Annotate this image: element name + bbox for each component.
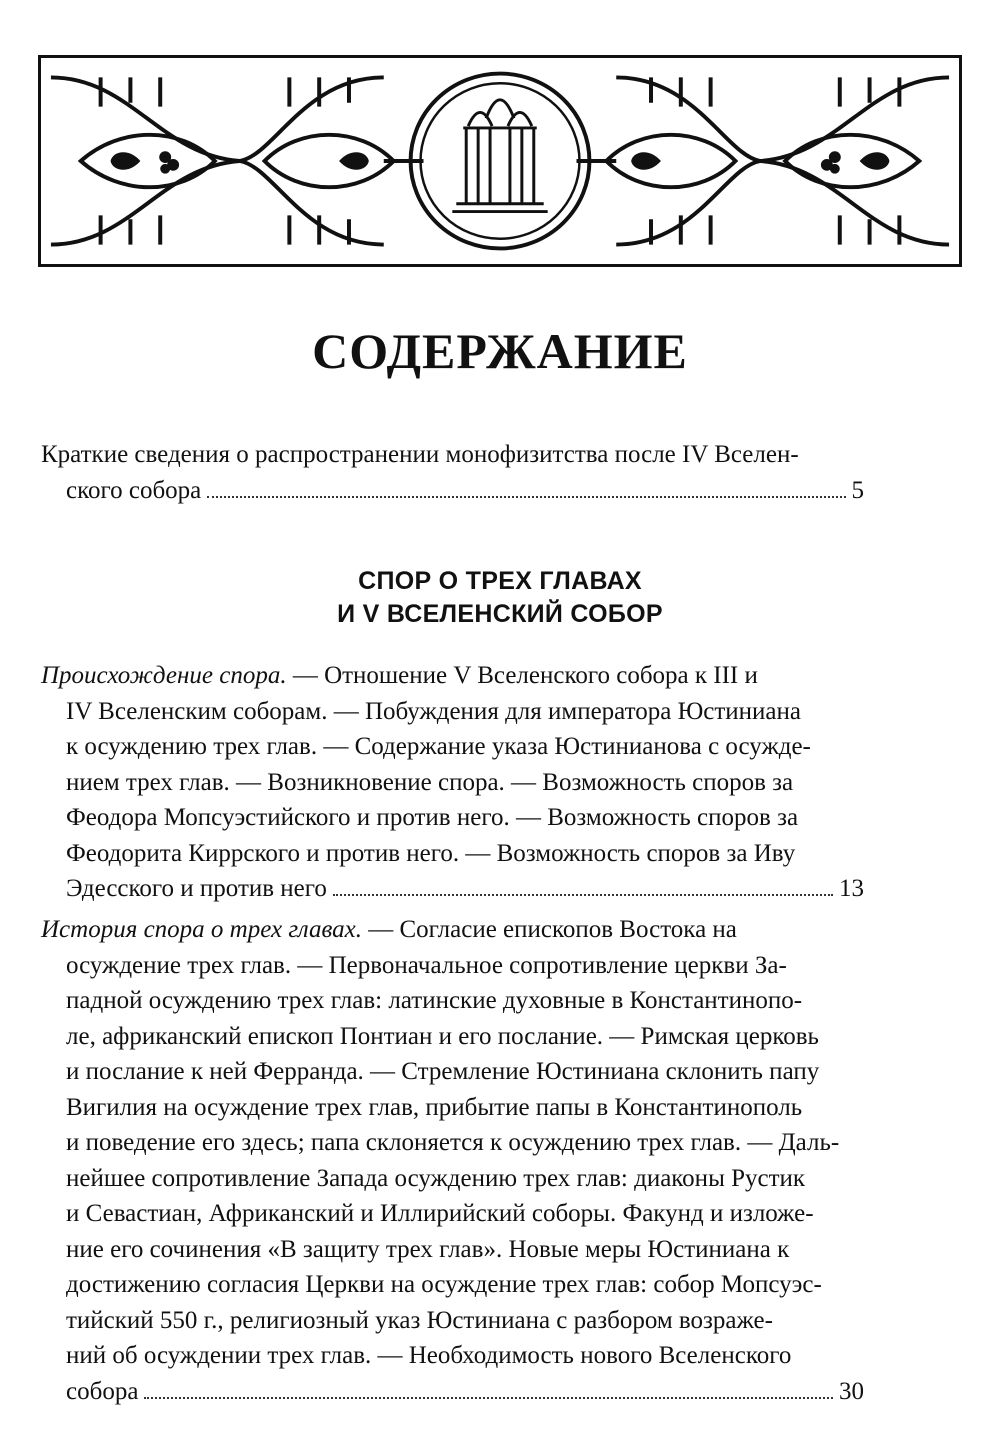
toc-entry-text-line: и послание к ней Ферранда. — Стремление Юстиниана склонить папу [66, 1058, 820, 1085]
toc-entry-text-end: собора [66, 1377, 139, 1405]
toc-entry-text-line: Феодора Мопсуэстийского и против него. — Возможность споров за [66, 804, 799, 831]
toc-entry-first-line [41, 658, 864, 694]
toc-entry-text-line: к осуждению трех глав. — Содержание указа Юстинианова с осужде- [66, 733, 811, 760]
toc-entry-text-line: ний об осуждении трех глав. — Необходимость нового Вселенского [66, 1342, 792, 1369]
dot-leader [333, 893, 833, 896]
toc-entry-history-of-dispute[interactable] [41, 912, 864, 1409]
section-heading-line: СПОР О ТРЕХ ГЛАВАХ [358, 567, 642, 595]
toc-entry-text-line: ние его сочинения «В защиту трех глав». Новые меры Юстиниана к [66, 1235, 790, 1263]
section-heading [0, 565, 1000, 631]
toc-entry-text-line: тийский 550 г., религиозный указ Юстиниана с разбором возраже- [66, 1306, 773, 1334]
toc-entry-text-end: Эдесского и против него [66, 875, 327, 902]
toc-entry-text-line: ле, африканский епископ Понтиан и его послание. — Римская церковь [66, 1022, 819, 1050]
toc-entry-text-line: нием трех глав. — Возникновение спора. — Возможность споров за [66, 768, 794, 796]
toc-entry-text-line: Феодорита Киррского и против него. — Возможность споров за Иву [66, 839, 796, 867]
page-number: 13 [839, 875, 864, 902]
toc-entry-first-line [41, 912, 864, 948]
page-title: СОДЕРЖАНИЕ [312, 323, 688, 379]
toc-entry-text-line: и поведение его здесь; папа склоняется к осуждению трех глав. — Даль- [66, 1129, 840, 1156]
toc-entry-text-line: нейшее сопротивление Запада осуждению трех глав: диаконы Рустик [66, 1164, 806, 1192]
ornament-pattern-icon [41, 58, 959, 264]
decorative-ornament-header [38, 55, 962, 267]
toc-entry-origin-of-dispute[interactable] [41, 658, 864, 907]
toc-entry-text: — Отношение V Вселенского собора к III и [286, 662, 758, 689]
toc-entry-monophysitism[interactable] [41, 437, 864, 508]
page-number: 5 [851, 476, 864, 504]
dot-leader [144, 1396, 833, 1399]
toc-entry-text-end: ского собора [66, 476, 202, 504]
toc-entry-italic-title: История спора о трех главах. [41, 916, 362, 943]
toc-entry-last-line [44, 473, 864, 509]
toc-entry-text-line: осуждение трех глав. — Первоначальное сопротивление церкви За- [66, 951, 787, 979]
toc-entry-text-line: достижению согласия Церкви на осуждение трех глав: собор Мопсуэс- [66, 1271, 822, 1298]
toc-entry-last-line [44, 871, 864, 907]
toc-entry-italic-title: Происхождение спора. [41, 662, 287, 689]
toc-entry-text: — Согласие епископов Востока на [362, 916, 737, 943]
section-heading-line: И V ВСЕЛЕНСКИЙ СОБОР [337, 600, 663, 628]
toc-entry-text-line: и Севастиан, Африканский и Иллирийский соборы. Факунд и изложе- [66, 1200, 814, 1227]
page-number: 30 [839, 1377, 864, 1405]
toc-entry-last-line [44, 1374, 864, 1410]
toc-entry-text-line: Краткие сведения о распространении монофизитства после IV Вселен- [41, 441, 799, 468]
toc-entry-text-line: IV Вселенским соборам. — Побуждения для императора Юстиниана [66, 697, 801, 725]
toc-entry-text-line: падной осуждению трех глав: латинские духовные в Константинопо- [66, 987, 803, 1014]
dot-leader [207, 495, 845, 498]
toc-entry-text-line: Вигилия на осуждение трех глав, прибытие папы в Константинополь [66, 1093, 803, 1121]
